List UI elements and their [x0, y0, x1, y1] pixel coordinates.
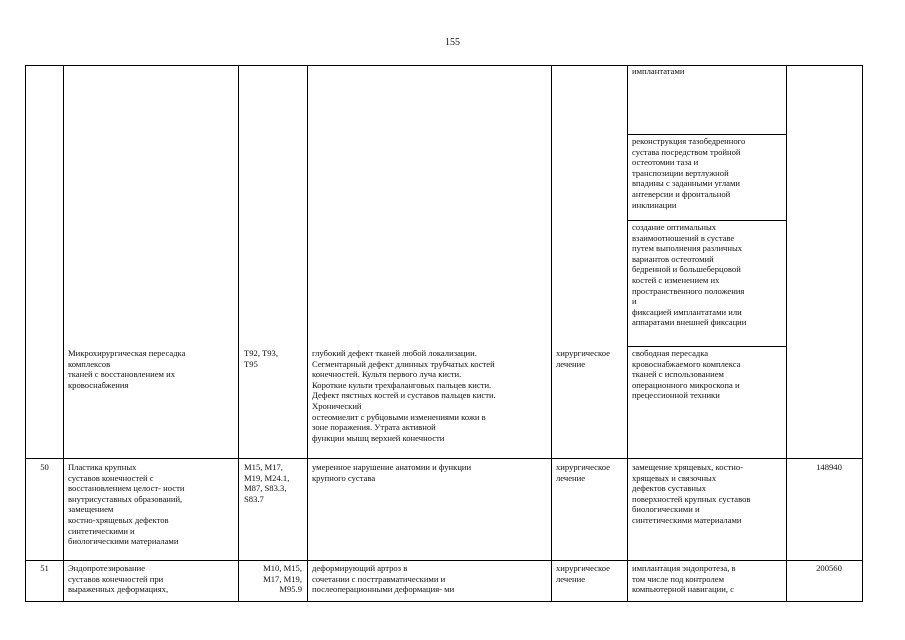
treatment-type-cell: хирургическое лечение — [556, 563, 610, 584]
codes-cell: M15, M17, M19, M24.1, M87, S83.3, S83.7 — [244, 462, 290, 504]
method-divider — [627, 220, 786, 221]
row-number-cell: 50 — [40, 462, 49, 472]
patient-model-cell: умеренное нарушение анатомии и функции крупного сустава — [312, 462, 472, 483]
method-cell: имплантатами — [632, 66, 685, 76]
column-divider — [862, 65, 863, 602]
patient-model-cell: глубокий дефект тканей любой локализации. Сегментарный дефект длинных трубчатых костей конечностей. Культя первого луча кисти. Короткие культи трехфаланговых пальцев кисти. Дефект пястных костей и суставов пальцев кисти. Хронический остеомиелит с рубцовыми изменениями кожи в зоне поражения. Утрата активной функции мышц верхней конечности — [312, 348, 496, 443]
method-cell: имплантация эндопротеза, в том числе под контролем компьютерной навигации, с — [632, 563, 736, 595]
column-divider — [786, 65, 787, 602]
method-divider — [627, 346, 786, 347]
cost-cell: 200560 — [816, 563, 842, 573]
row-number-cell: 51 — [40, 563, 49, 573]
cost-cell: 148940 — [816, 462, 842, 472]
method-cell: замещение хрящевых, костно- хрящевых и связочных дефектов суставных поверхностей крупных суставов биологическими и синтетическими материалами — [632, 462, 751, 525]
name-cell: Эндопротезирование суставов конечностей при выраженных деформациях, — [68, 563, 169, 595]
column-divider — [307, 65, 308, 602]
row-divider — [25, 560, 863, 561]
patient-model-cell: деформирующий артроз в сочетании с посттравматическими и послеоперационными деформация- ми — [312, 563, 455, 595]
method-divider — [627, 134, 786, 135]
row-divider — [25, 458, 863, 459]
treatment-type-cell: хирургическое лечение — [556, 348, 610, 369]
treatment-type-cell: хирургическое лечение — [556, 462, 610, 483]
codes-cell: T92, T93, T95 — [244, 348, 278, 369]
column-divider — [25, 65, 26, 602]
page-number: 155 — [445, 37, 460, 48]
table-border-bottom — [25, 601, 863, 602]
method-cell: свободная пересадка кровоснабжаемого комплекса тканей с использованием операционного микроскопа и прецессионной техники — [632, 348, 741, 401]
codes-cell: M10, M15, M17, M19, M95.9 — [263, 563, 302, 595]
column-divider — [238, 65, 239, 602]
name-cell: Пластика крупных суставов конечностей с восстановлением целост- ности внутрисуставных образований, замещением костно-хрящевых дефектов синтетическими и биологическими материалами — [68, 462, 185, 547]
column-divider — [627, 65, 628, 602]
name-cell: Микрохирургическая пересадка комплексов тканей с восстановлением их кровоснабжения — [68, 348, 186, 390]
column-divider — [551, 65, 552, 602]
column-divider — [63, 65, 64, 602]
method-cell: реконструкция тазобедренного сустава посредством тройной остеотомии таза и транспозиции вертлужной впадины с заданными углами антеверсии и фронтальной инклинации — [632, 136, 746, 210]
table-border-top — [25, 65, 863, 66]
method-cell: создание оптимальных взаимоотношений в суставе путем выполнения различных вариантов остеотомий бедренной и большеберцовой костей с изменением их пространственного положения и фиксацией имплантатами или аппаратами внешней фиксации — [632, 222, 747, 328]
